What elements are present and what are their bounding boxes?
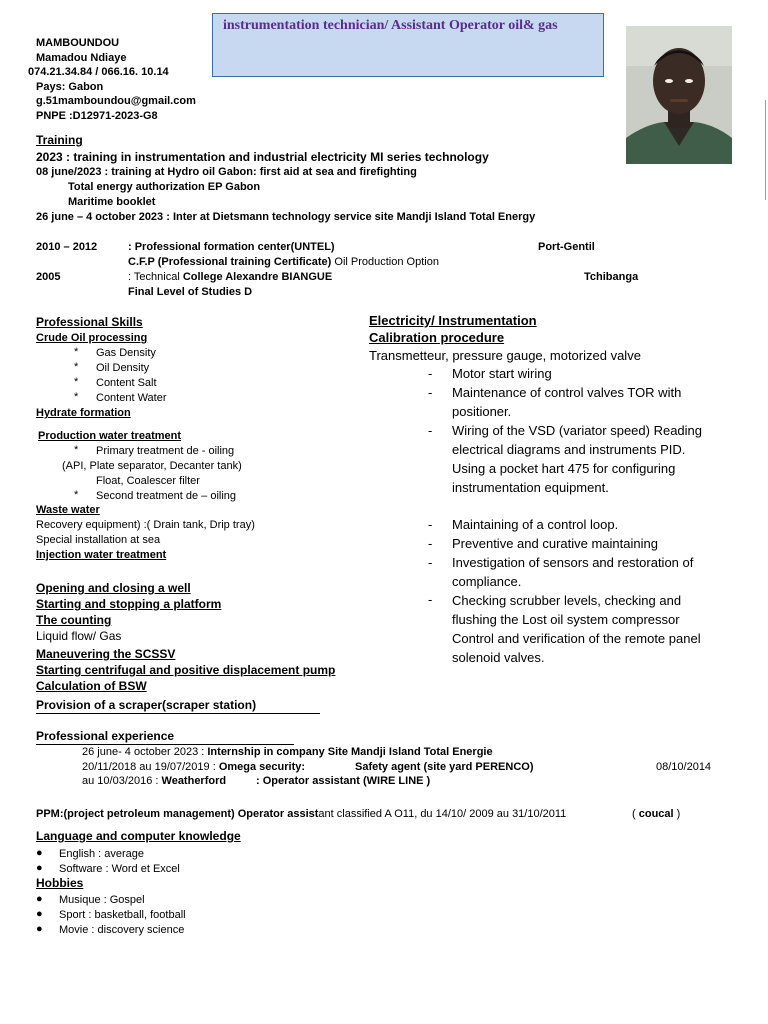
skill-starting: Starting and stopping a platform [36,597,222,611]
elec-item: Maintaining of a control loop. [452,517,619,532]
crude-oil-heading: Crude Oil processing [36,332,148,344]
crude-item: Content Water [96,392,167,404]
phone: 074.21.34.84 / 066.16. 10.14 [28,66,169,78]
ppm-abbr: PPM [36,808,60,820]
experience-line [82,774,226,788]
exp-role: : Operator assistant (WIRE LINE ) [256,775,431,787]
asterisk-icon: * [74,361,79,373]
training-heading: Training [36,133,83,147]
transmitter-line: Transmetteur, pressure gauge, motorized valve [369,348,641,363]
exp-date: au 10/03/2016 : [82,775,162,787]
hobby-item: Musique : Gospel [59,894,145,906]
edu-school [128,270,332,284]
exp-company: Internship in company Site Mandji Island Total Energie [207,746,493,758]
elec-item: Checking scrubber levels, checking and flushing the Lost oil system compressor Control and verification of the remote panel solenoid valves. [452,593,701,665]
dash-icon: - [428,517,433,532]
dash-icon: - [428,366,433,381]
production-water-heading: Production water treatment [38,430,182,442]
training-line: Total energy authorization EP Gabon [68,181,261,193]
waste-line: Special installation at sea [36,534,161,546]
ppm-detail: ant classified A O11, du 14/10/ 2009 au 31/10/2011 [318,808,567,820]
edu-school: : Professional formation center(UNTEL) [128,241,335,253]
training-line: 26 june – 4 october 2023 : Inter at Dietsmann technology service site Mandji Island Total Energy [36,211,536,223]
asterisk-icon: * [74,346,79,358]
prod-item: Second treatment de – oiling [96,490,237,502]
skill-scssv: Maneuvering the SCSSV [36,647,176,661]
exp-company: Omega security: [218,761,306,773]
elec-item: Maintenance of control valves TOR with positioner. [452,385,682,419]
exp-company: Weatherford [161,775,227,787]
title-box [212,13,604,77]
surname: MAMBOUNDOU [36,37,120,49]
asterisk-icon: * [74,376,79,388]
skill-liquid: Liquid flow/ Gas [36,629,122,643]
country: Pays: Gabon [36,81,104,93]
language-item: Software : Word et Excel [59,863,180,875]
edu-level: Final Level of Studies D [128,286,253,298]
hobby-item: Sport : basketball, football [59,909,186,921]
exp-date: 26 june- 4 october 2023 : [82,746,208,758]
edu-school-prefix: : Technical [128,271,183,283]
electricity-heading: Electricity/ Instrumentation [369,313,537,328]
crude-item: Gas Density [96,347,156,359]
bullet-icon: ● [36,862,43,874]
skill-bsw: Calculation of BSW [36,679,147,693]
ppm-role: :(project petroleum management) Operator assist [59,808,319,820]
ppm-line [36,807,566,821]
bullet-icon: ● [36,847,43,859]
training-line: Maritime booklet [68,196,156,208]
hobbies-heading: Hobbies [36,876,84,890]
elec-item: Investigation of sensors and restoration of compliance. [452,555,694,589]
page-edge-line [765,100,766,200]
bullet-icon: ● [36,893,43,905]
skill-scraper: Provision of a scraper(scraper station) [36,698,320,714]
ppm-note: ( coucal ) [632,808,681,820]
prod-item-detail: (API, Plate separator, Decanter tank) [62,460,242,472]
firstname: Mamadou Ndiaye [36,52,127,64]
edu-diploma [128,255,439,269]
injection-heading: Injection water treatment [36,549,167,561]
ppm-coucal: coucal [638,808,674,820]
dash-icon: - [428,555,433,570]
pnpe: PNPE :D12971-2023-G8 [36,110,158,122]
exp-date: 20/11/2018 au 19/07/2019 : [82,761,219,773]
crude-item: Content Salt [96,377,157,389]
asterisk-icon: * [74,444,79,456]
hobby-item: Movie : discovery science [59,924,185,936]
edu-place: Port-Gentil [538,241,595,253]
waste-line: Recovery equipment) :( Drain tank, Drip tray) [36,519,255,531]
edu-years: 2005 [36,271,61,283]
profile-photo [626,26,732,164]
waste-water-heading: Waste water [36,504,100,516]
edu-diploma-option: Oil Production Option [331,256,439,268]
elec-item: Motor start wiring [452,366,552,381]
dash-icon: - [428,592,433,607]
edu-years: 2010 – 2012 [36,241,98,253]
elec-item: Preventive and curative maintaining [452,536,658,551]
asterisk-icon: * [74,391,79,403]
bullet-icon: ● [36,923,43,935]
language-heading: Language and computer knowledge [36,829,241,843]
experience-heading: Professional experience [36,729,294,745]
edu-diploma-name: C.F.P (Professional training Certificate) [128,256,332,268]
crude-item: Oil Density [96,362,150,374]
edu-place: Tchibanga [584,271,639,283]
hydrate-heading: Hydrate formation [36,407,131,419]
skill-pump: Starting centrifugal and positive displacement pump [36,663,336,677]
skills-heading: Professional Skills [36,315,143,329]
exp-role: Safety agent (site yard PERENCO) [355,761,534,773]
experience-line [82,760,305,774]
training-line: 08 june/2023 : training at Hydro oil Gabon: first aid at sea and firefighting [36,166,417,178]
training-line: 2023 : training in instrumentation and industrial electricity MI series technology [36,150,489,164]
dash-icon: - [428,423,433,438]
prod-item: Primary treatment de - oiling [96,445,235,457]
cv-title: instrumentation technician/ Assistant Operator oil& gas [223,18,558,33]
prod-item-detail: Float, Coalescer filter [96,475,200,487]
dash-icon: - [428,536,433,551]
skill-counting: The counting [36,613,112,627]
exp-date-right: 08/10/2014 [656,761,712,773]
email: g.51mamboundou@gmail.com [36,95,196,107]
dash-icon: - [428,385,433,400]
experience-line [82,745,493,759]
asterisk-icon: * [74,489,79,501]
elec-item: Wiring of the VSD (variator speed) Reading electrical diagrams and instruments PID. Using a pocket hart 475 for configuring instrumentation equipment. [452,423,703,495]
edu-school-name: College Alexandre BIANGUE [182,271,333,283]
bullet-icon: ● [36,908,43,920]
skill-opening: Opening and closing a well [36,581,191,595]
language-item: English : average [59,848,144,860]
calibration-heading: Calibration procedure [369,330,505,345]
